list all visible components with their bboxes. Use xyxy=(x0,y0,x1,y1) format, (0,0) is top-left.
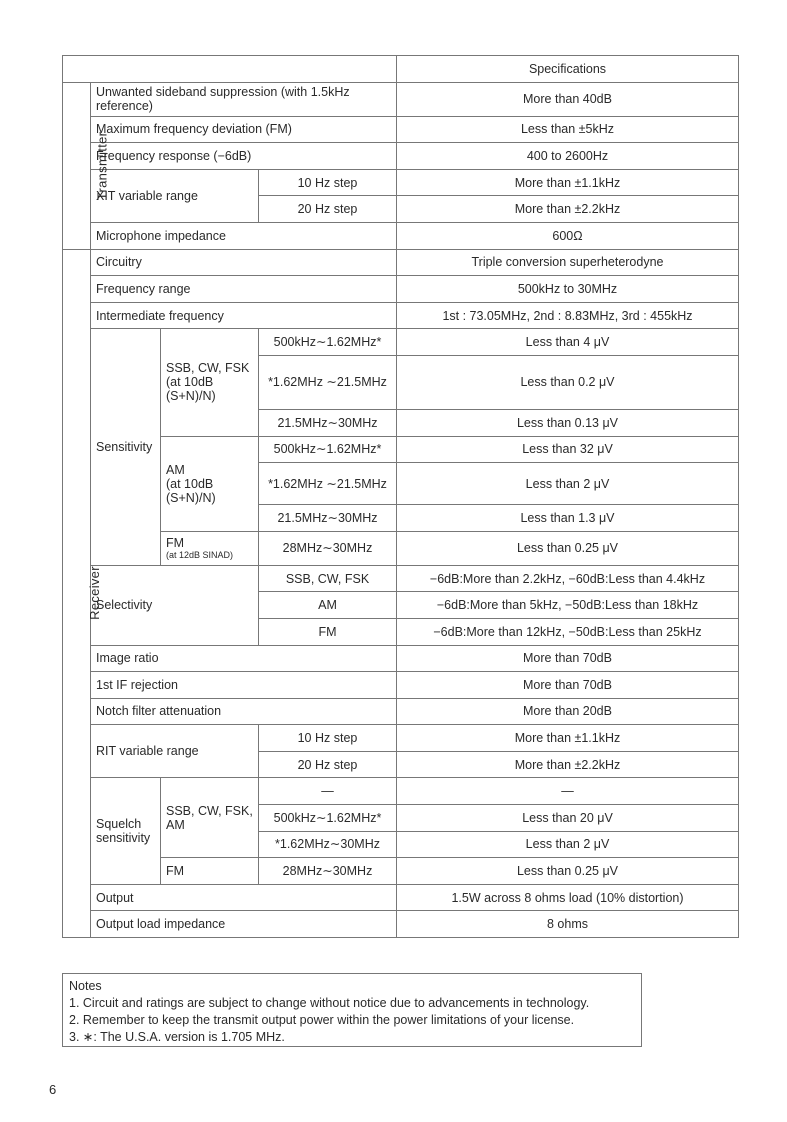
table-row xyxy=(63,116,739,143)
row-label: XIT variable range xyxy=(91,169,259,222)
table-row xyxy=(63,531,739,565)
range-label: 28MHz∼30MHz xyxy=(259,531,397,565)
notes-title: Notes xyxy=(69,979,102,993)
notes-box xyxy=(62,973,642,1047)
step-label: 20 Hz step xyxy=(259,196,397,223)
row-value: Less than 1.3 μV xyxy=(397,505,739,532)
row-value: 400 to 2600Hz xyxy=(397,143,739,170)
table-row xyxy=(63,884,739,911)
row-value: Less than 0.13 μV xyxy=(397,409,739,436)
row-label: Notch filter attenuation xyxy=(91,698,397,725)
range-label: 500kHz∼1.62MHz* xyxy=(259,329,397,356)
table-row xyxy=(63,329,739,356)
step-label: 10 Hz step xyxy=(259,169,397,196)
row-label: Intermediate frequency xyxy=(91,302,397,329)
row-value: 8 ohms xyxy=(397,911,739,938)
mode-label: AM xyxy=(259,592,397,619)
note-item: 3. ∗: The U.S.A. version is 1.705 MHz. xyxy=(69,1030,285,1044)
range-label: — xyxy=(259,778,397,805)
note-item: 2. Remember to keep the transmit output power within the power limitations of your license. xyxy=(69,1013,575,1027)
transmitter-section-label: Transmitter xyxy=(63,82,91,249)
table-row xyxy=(63,222,739,249)
range-label: 500kHz∼1.62MHz* xyxy=(259,805,397,832)
row-value: Less than 0.25 μV xyxy=(397,858,739,885)
range-label: 28MHz∼30MHz xyxy=(259,858,397,885)
mode-label: SSB, CW, FSK, AM xyxy=(161,778,259,858)
row-value: More than ±1.1kHz xyxy=(397,169,739,196)
table-row xyxy=(63,249,739,276)
table-row xyxy=(63,276,739,303)
mode-cell xyxy=(161,531,259,565)
row-value: More than 40dB xyxy=(397,82,739,116)
row-label: Microphone impedance xyxy=(91,222,397,249)
row-label: Selectivity xyxy=(91,565,259,645)
mode-cell xyxy=(161,329,259,436)
row-label: 1st IF rejection xyxy=(91,672,397,699)
row-value: 600Ω xyxy=(397,222,739,249)
step-label: 20 Hz step xyxy=(259,751,397,778)
table-row xyxy=(63,302,739,329)
range-label: *1.62MHz ∼21.5MHz xyxy=(259,463,397,505)
row-value: Less than 32 μV xyxy=(397,436,739,463)
table-row xyxy=(63,911,739,938)
specifications-header: Specifications xyxy=(397,56,739,83)
page-number: 6 xyxy=(49,1082,57,1097)
row-value: Less than 2 μV xyxy=(397,831,739,858)
row-value: Less than 4 μV xyxy=(397,329,739,356)
row-value: Less than 0.2 μV xyxy=(397,355,739,409)
row-value: Less than ±5kHz xyxy=(397,116,739,143)
row-label: Output xyxy=(91,884,397,911)
table-row xyxy=(63,645,739,672)
mode-label: FM xyxy=(166,536,185,551)
table-row xyxy=(63,143,739,170)
table-row xyxy=(63,436,739,463)
mode-label: SSB, CW, FSK xyxy=(166,361,250,376)
row-label: Unwanted sideband suppression (with 1.5kHz reference) xyxy=(91,82,397,116)
row-value: More than ±2.2kHz xyxy=(397,196,739,223)
mode-label: AM xyxy=(166,462,185,477)
row-label: Frequency response (−6dB) xyxy=(91,143,397,170)
row-value: −6dB:More than 2.2kHz, −60dB:Less than 4.4kHz xyxy=(397,565,739,592)
range-label: 21.5MHz∼30MHz xyxy=(259,505,397,532)
table-row xyxy=(63,672,739,699)
row-value: Triple conversion superheterodyne xyxy=(397,249,739,276)
row-label: Image ratio xyxy=(91,645,397,672)
row-label: Squelch sensitivity xyxy=(91,778,161,884)
row-value: −6dB:More than 5kHz, −50dB:Less than 18kHz xyxy=(397,592,739,619)
table-row xyxy=(63,725,739,752)
step-label: 10 Hz step xyxy=(259,725,397,752)
table-row xyxy=(63,169,739,196)
row-value: 1st : 73.05MHz, 2nd : 8.83MHz, 3rd : 455kHz xyxy=(397,302,739,329)
range-label: 500kHz∼1.62MHz* xyxy=(259,436,397,463)
table-row xyxy=(63,698,739,725)
row-label: Frequency range xyxy=(91,276,397,303)
table-row xyxy=(63,565,739,592)
mode-condition: (at 10dB (S+N)/N) xyxy=(166,476,216,505)
row-value: −6dB:More than 12kHz, −50dB:Less than 25kHz xyxy=(397,618,739,645)
range-label: *1.62MHz∼30MHz xyxy=(259,831,397,858)
row-value: — xyxy=(397,778,739,805)
row-value: More than ±1.1kHz xyxy=(397,725,739,752)
row-value: More than 70dB xyxy=(397,645,739,672)
row-value: Less than 0.25 μV xyxy=(397,531,739,565)
specifications-table xyxy=(62,55,739,938)
row-value: 1.5W across 8 ohms load (10% distortion) xyxy=(397,884,739,911)
range-label: 21.5MHz∼30MHz xyxy=(259,409,397,436)
receiver-section-label: Receiver xyxy=(63,249,91,937)
row-value: 500kHz to 30MHz xyxy=(397,276,739,303)
row-value: Less than 2 μV xyxy=(397,463,739,505)
mode-cell xyxy=(161,436,259,531)
row-label: Maximum frequency deviation (FM) xyxy=(91,116,397,143)
mode-label: FM xyxy=(161,858,259,885)
mode-condition: (at 10dB (S+N)/N) xyxy=(166,375,216,404)
row-value: More than ±2.2kHz xyxy=(397,751,739,778)
row-value: More than 20dB xyxy=(397,698,739,725)
table-row xyxy=(63,82,739,116)
mode-label: SSB, CW, FSK xyxy=(259,565,397,592)
row-label: Circuitry xyxy=(91,249,397,276)
table-row xyxy=(63,858,739,885)
row-label: Output load impedance xyxy=(91,911,397,938)
row-label: RIT variable range xyxy=(91,725,259,778)
table-row xyxy=(63,778,739,805)
header-row xyxy=(63,56,739,83)
mode-label: FM xyxy=(259,618,397,645)
range-label: *1.62MHz ∼21.5MHz xyxy=(259,355,397,409)
note-item: 1. Circuit and ratings are subject to change without notice due to advancements in technology. xyxy=(69,996,590,1010)
row-label: Sensitivity xyxy=(91,329,161,565)
mode-condition: (at 12dB SINAD) xyxy=(166,550,234,561)
row-value: Less than 20 μV xyxy=(397,805,739,832)
row-value: More than 70dB xyxy=(397,672,739,699)
